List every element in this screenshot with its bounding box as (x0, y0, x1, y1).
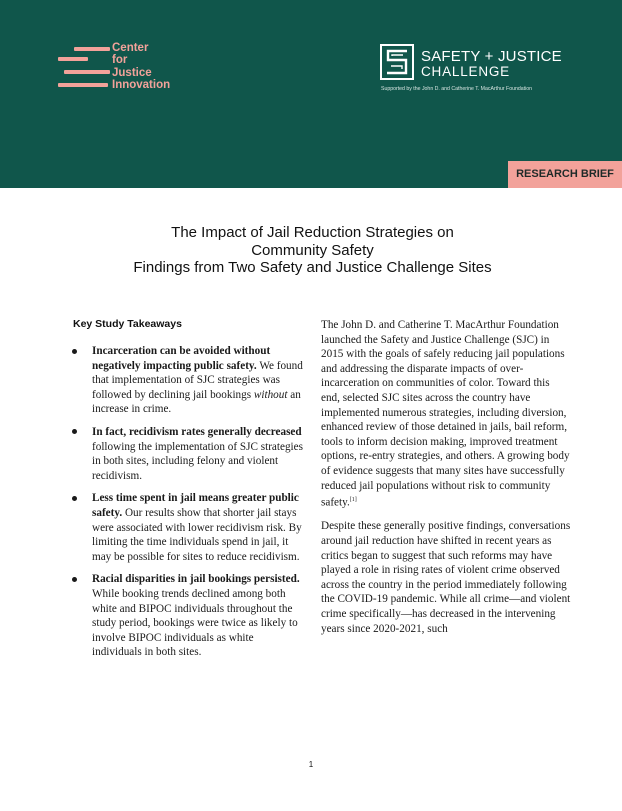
cji-logo-line: Innovation (112, 79, 171, 92)
cji-logo-bars-icon (58, 44, 110, 94)
document-title (60, 224, 565, 277)
takeaways-list (60, 344, 305, 668)
bullet-dot-icon (72, 349, 77, 354)
cji-logo-line: Justice (112, 66, 152, 79)
takeaway-bold: Incarceration can be avoided without negatively impacting public safety. (92, 345, 271, 372)
takeaway-item (60, 572, 305, 660)
takeaway-bold: In fact, recidivism rates generally decreased (92, 425, 302, 438)
takeaway-italic: without (253, 388, 288, 401)
title-line-3: Findings from Two Safety and Justice Challenge Sites (133, 259, 492, 276)
title-line-1: The Impact of Jail Reduction Strategies on (171, 224, 454, 241)
bullet-dot-icon (72, 429, 77, 434)
takeaway-item (60, 491, 305, 564)
cji-logo-line: Center (112, 42, 149, 54)
body-paragraph-1 (321, 318, 571, 510)
takeaways-heading: Key Study Takeaways (73, 318, 182, 330)
research-brief-tag: RESEARCH BRIEF (508, 161, 622, 188)
cji-logo-text (112, 42, 192, 92)
body-column (321, 318, 571, 645)
takeaway-text-end: an increase in crime. (92, 388, 301, 416)
takeaway-text: While booking trends declined among both white and BIPOC individuals throughout the study period, bookings were twice as likely to involve BIPOC individuals as white individuals in both sites. (92, 587, 298, 659)
takeaway-text: We found that implementation of SJC strategies was followed by declining jail bookings (92, 359, 303, 401)
cji-logo-line: for (112, 54, 128, 67)
body-paragraph-2: Despite these generally positive findings, conversations around jail reduction have shifted in recent years as critics began to suggest that such reforms may have played a role in rising rates of violent crime observed across the country in the period immediately following the COVID-19 pandemic. While all crime—and violent crime specifically—has decreased in the intervening years since 2020-2021, such (321, 520, 571, 635)
takeaway-bold: Less time spent in jail means greater public safety. (92, 492, 299, 519)
takeaway-text: Our results show that shorter jail stays were associated with lower recidivism risk. By limiting the time individuals spend in jail, it may be possible for sites to reduce recidivism. (92, 506, 302, 563)
body-paragraph-1-text: The John D. and Catherine T. MacArthur Foundation launched the Safety and Justice Challenge (SJC) in 2015 with the goals of safely reducing jail populations and addressing the disparate impacts of over-incarceration on communities of color. Toward this end, selected SJC sites across the country have implemented numerous strategies, including diversion, enhanced review of those detained in jails, bail reform, tools to inform decision making, improved treatment options, re-entry strategies, and others. A growing body of evidence suggests that many sites have successfully reduced jail populations without risk to community safety. (321, 319, 570, 509)
sjc-title: SAFETY + JUSTICE (421, 48, 562, 65)
sjc-subtitle: CHALLENGE (421, 64, 510, 79)
takeaway-item (60, 425, 305, 483)
footnote-ref-link[interactable]: [1] (349, 497, 357, 504)
bullet-dot-icon (72, 577, 77, 582)
sjc-support-text: Supported by the John D. and Catherine T. MacArthur Foundation (381, 86, 533, 92)
page-number: 1 (308, 760, 314, 769)
takeaway-text: following the implementation of SJC strategies in both sites, including felony and violent recidivism. (92, 440, 303, 482)
takeaway-item (60, 344, 305, 417)
sjc-logo-icon (380, 44, 414, 80)
header-band (0, 0, 622, 188)
takeaway-bold: Racial disparities in jail bookings persisted. (92, 573, 300, 586)
title-line-2: Community Safety (251, 241, 374, 259)
bullet-dot-icon (72, 496, 77, 501)
